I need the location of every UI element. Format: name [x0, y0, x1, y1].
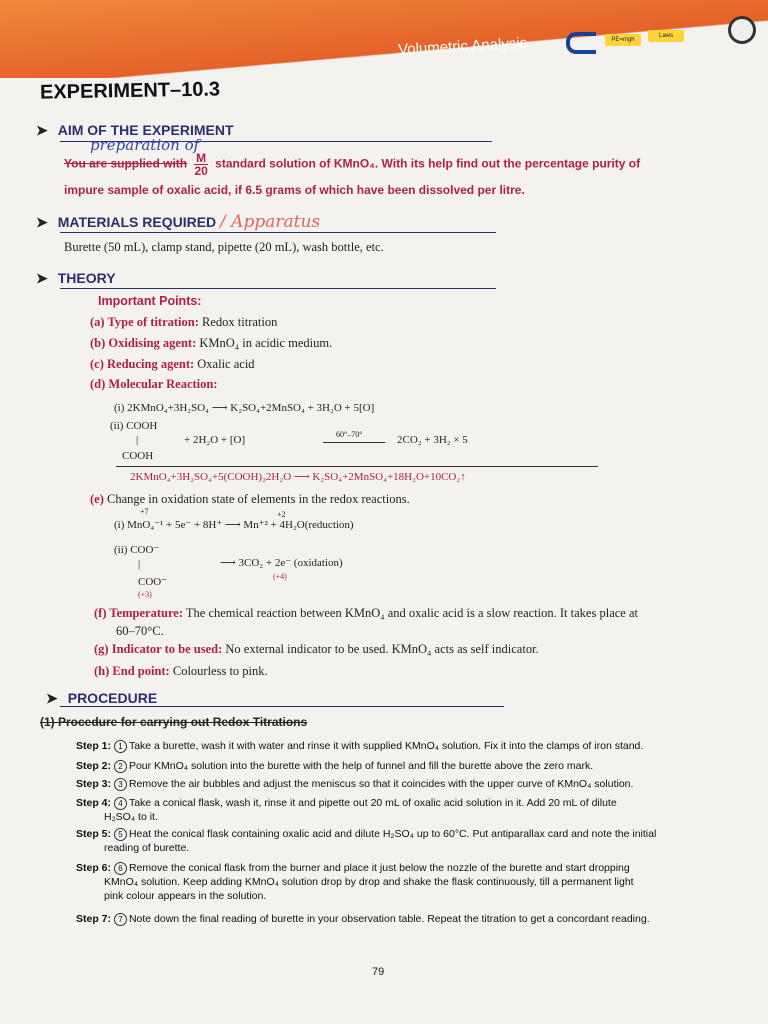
procedure-step: Step 7: 7 Note down the final reading of burette in your observation table. Repeat the titration to get a concordant reading. [76, 913, 650, 925]
theory-g: (g) Indicator to be used: No external indicator to be used. KMnO₄ acts as self indicator. [94, 642, 539, 656]
reaction-1: (i) 2KMnO₄+3H₂SO₄ ⟶ K₂SO₄+2MnSO₄ + 3H₂O + 5[O] [114, 402, 375, 414]
aim-text-2: impure sample of oxalic acid, if 6.5 grams of which have been dissolved per litre. [64, 183, 525, 197]
procedure-step: Step 4: 4 Take a conical flask, wash it, rinse it and pipette out 20 mL of oxalic acid solution in it. Add 20 mL of dilute [76, 797, 617, 809]
theory-f-2: 60–70°C. [116, 624, 164, 638]
experiment-title: EXPERIMENT–10.3 [39, 78, 221, 104]
handwritten-note: preparation of [90, 136, 200, 154]
step-number-icon: 2 [114, 760, 127, 773]
theory-d: (d) Molecular Reaction: [90, 377, 218, 391]
divider [60, 232, 496, 233]
net-reaction: 2KMnO₄+3H₂SO₄+5(COOH)₂2H₂O ⟶ K₂SO₄+2MnSO₄+18H₂O+10CO₂↑ [130, 471, 466, 483]
reaction-2-top: (ii) COOH [110, 420, 158, 432]
reaction-2-bottom: COOH [122, 450, 154, 462]
arrow-icon: ➤ [36, 270, 48, 286]
theory-a: (a) Type of titration: Redox titration [90, 315, 278, 329]
step-number-icon: 3 [114, 778, 127, 791]
divider [116, 466, 598, 467]
materials-heading: ➤ MATERIALS REQUIRED / Apparatus [36, 212, 321, 232]
procedure-step: Step 2: 2 Pour KMnO₄ solution into the burette with the help of funnel and fill the burette above the zero mark. [76, 760, 594, 772]
procedure-step: Step 1: 1 Take a burette, wash it with water and rinse it with supplied KMnO₄ solution. Fix it into the clamps of iron stand. [76, 740, 644, 752]
divider [60, 706, 504, 707]
arrow-icon: ➤ [36, 122, 48, 138]
materials-text: Burette (50 mL), clamp stand, pipette (20 mL), wash bottle, etc. [64, 240, 384, 254]
step-number-icon: 5 [114, 828, 127, 841]
page-number: 79 [372, 966, 385, 978]
oxidation-state: +2 [277, 510, 286, 519]
oxidation-state: (+4) [273, 572, 287, 581]
arrow-icon: ➤ [46, 690, 58, 706]
half-reaction-2-right: ⟶ 3CO₂ + 2e⁻ (oxidation) [220, 557, 343, 569]
procedure-heading: ➤ PROCEDURE [46, 690, 158, 706]
procedure-step-continued: KMnO₄ solution. Keep adding KMnO₄ solution drop by drop and shake the flask continuously, till a permanent light [104, 876, 634, 888]
arrow-icon: ➤ [36, 214, 48, 230]
aim-heading: ➤ AIM OF THE EXPERIMENT [36, 122, 234, 138]
theory-f: (f) Temperature: The chemical reaction between KMnO₄ and oxalic acid is a slow reaction. It takes place at [94, 606, 638, 620]
reaction-2-right: 2CO₂ + 3H₂ × 5 [397, 434, 468, 446]
procedure-subheading: (1) Procedure for carrying out Redox Titrations [40, 715, 308, 729]
theory-h: (h) End point: Colourless to pink. [94, 664, 268, 678]
procedure-step-continued: H₂SO₄ to it. [104, 811, 158, 823]
reaction-condition: 60°–70° [336, 430, 363, 439]
procedure-step: Step 3: 3 Remove the air bubbles and adjust the meniscus so that it coincides with the upper curve of KMnO₄ solution. [76, 778, 634, 790]
theory-b: (b) Oxidising agent: KMnO₄ in acidic medium. [90, 336, 333, 350]
procedure-step: Step 6: 6 Remove the conical flask from the burner and place it just below the nozzle of the burette and start dropping [76, 862, 630, 874]
oxidation-state: +7 [140, 507, 149, 516]
magnet-icon [566, 32, 596, 54]
tag-icon: PE=mgh [605, 34, 641, 46]
half-reaction-2-bottom: COO⁻ [138, 576, 168, 588]
reaction-2-bar: | [136, 434, 139, 446]
step-number-icon: 6 [114, 862, 127, 875]
reaction-2-mid: + 2H₂O + [O] [184, 434, 246, 446]
magnifier-icon [728, 16, 756, 44]
aim-text: You are supplied with $\frac{M}{20}$ standard solution of KMnO₄. With its help find out the percentage purity of [64, 151, 641, 178]
step-number-icon: 1 [114, 740, 127, 753]
important-points: Important Points: [98, 294, 202, 308]
tag-icon: Laws [648, 30, 684, 42]
theory-e: (e) Change in oxidation state of elements in the redox reactions. [90, 492, 410, 506]
half-reaction-2-top: (ii) COO⁻ [114, 544, 160, 556]
reaction-arrow [323, 442, 385, 443]
procedure-step: Step 5: 5 Heat the conical flask containing oxalic acid and dilute H₂SO₄ up to 60°C. Put antiparallax card and note the initial [76, 828, 657, 840]
step-number-icon: 7 [114, 913, 127, 926]
step-number-icon: 4 [114, 797, 127, 810]
procedure-step-continued: pink colour appears in the solution. [104, 890, 267, 902]
oxidation-state: (+3) [138, 590, 152, 599]
fraction: $\frac{M}{20}$ [194, 151, 208, 178]
half-reaction-1: (i) MnO₄⁻¹ + 5e⁻ + 8H⁺ ⟶ Mn⁺² + 4H₂O(reduction) [114, 519, 354, 531]
half-reaction-2-bar: | [138, 558, 141, 570]
divider [60, 288, 496, 289]
theory-c: (c) Reducing agent: Oxalic acid [90, 357, 255, 371]
procedure-step-continued: reading of burette. [104, 842, 190, 854]
theory-heading: ➤ THEORY [36, 270, 116, 286]
banner-title: Volumetric Analysis [397, 34, 528, 59]
